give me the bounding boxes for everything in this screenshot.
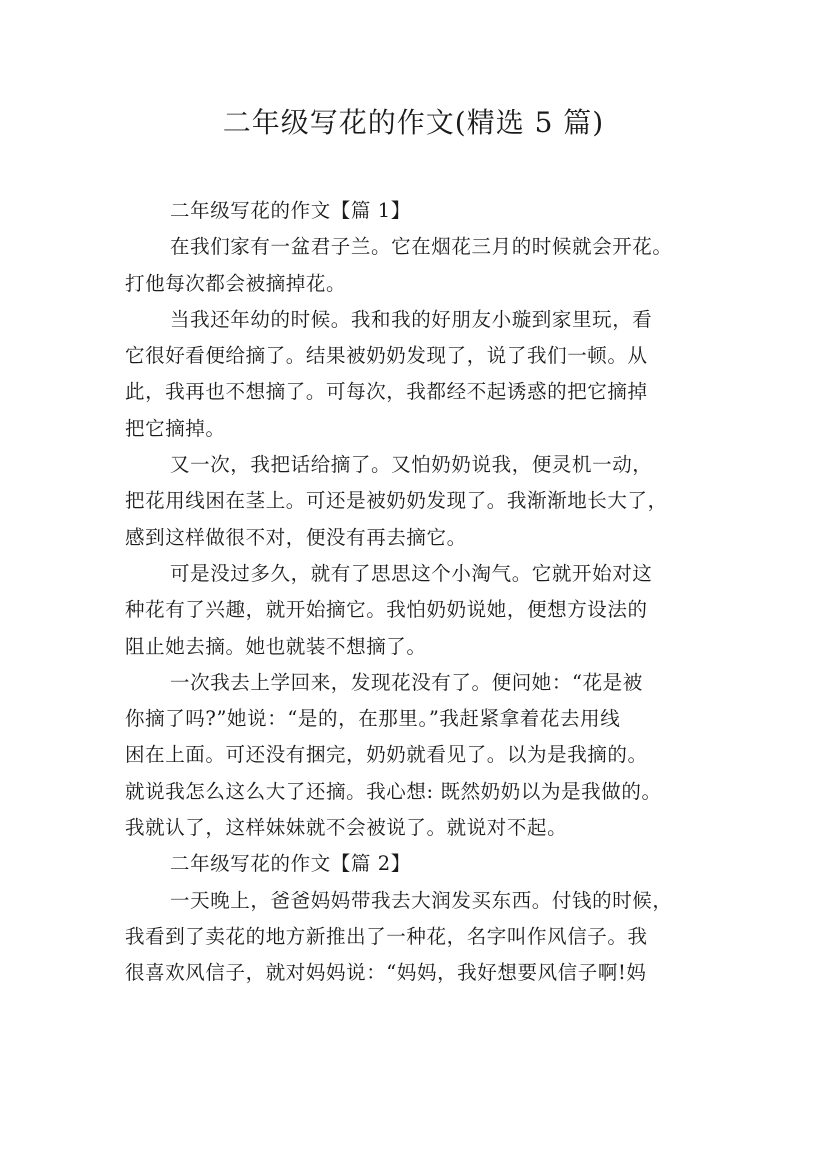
paragraph-line: 我就认了，这样妹妹就不会被说了。就说对不起。 bbox=[125, 816, 568, 840]
paragraph-line: 阻止她去摘。她也就装不想摘了。 bbox=[125, 634, 427, 658]
section-heading: 二年级写花的作文【篇 2】 bbox=[170, 852, 411, 876]
paragraph-line: 你摘了吗?”她说：“是的，在那里。”我赶紧拿着花去用线 bbox=[125, 707, 621, 731]
paragraph-line: 一次我去上学回来，发现花没有了。便问她：“花是被 bbox=[170, 670, 643, 694]
paragraph-line: 感到这样做很不对，便没有再去摘它。 bbox=[125, 525, 467, 549]
paragraph-line: 当我还年幼的时候。我和我的好朋友小璇到家里玩，看 bbox=[170, 307, 653, 331]
document-body bbox=[125, 193, 710, 992]
document-title: 二年级写花的作文(精选 5 篇) bbox=[222, 106, 605, 139]
paragraph-line: 种花有了兴趣，就开始摘它。我怕奶奶说她，便想方设法的 bbox=[125, 598, 648, 622]
paragraph-line: 就说我怎么这么大了还摘。我心想: 既然奶奶以为是我做的。 bbox=[125, 779, 662, 803]
paragraph-line: 此，我再也不想摘了。可每次，我都经不起诱惑的把它摘掉 bbox=[125, 380, 648, 404]
paragraph-line: 它很好看便给摘了。结果被奶奶发现了，说了我们一顿。从 bbox=[125, 344, 648, 368]
paragraph-line: 一天晚上，爸爸妈妈带我去大润发买东西。付钱的时候， bbox=[170, 888, 673, 912]
paragraph-line: 又一次，我把话给摘了。又怕奶奶说我，便灵机一动， bbox=[170, 453, 653, 477]
paragraph-line: 把它摘掉。 bbox=[125, 416, 226, 440]
paragraph-line: 我看到了卖花的地方新推出了一种花，名字叫作风信子。我 bbox=[125, 924, 648, 948]
paragraph-line: 困在上面。可还没有捆完，奶奶就看见了。以为是我摘的。 bbox=[125, 743, 648, 767]
section-heading: 二年级写花的作文【篇 1】 bbox=[170, 199, 411, 222]
paragraph-line: 把花用线困在茎上。可还是被奶奶发现了。我渐渐地长大了， bbox=[125, 489, 668, 513]
paragraph-line: 很喜欢风信子，就对妈妈说：“妈妈，我好想要风信子啊!妈 bbox=[125, 961, 647, 985]
paragraph-line: 打他每次都会被摘掉花。 bbox=[125, 271, 347, 295]
paragraph-line: 可是没过多久，就有了思思这个小淘气。它就开始对这 bbox=[170, 561, 653, 585]
paragraph-line: 在我们家有一盆君子兰。它在烟花三月的时候就会开花。 bbox=[170, 235, 673, 259]
